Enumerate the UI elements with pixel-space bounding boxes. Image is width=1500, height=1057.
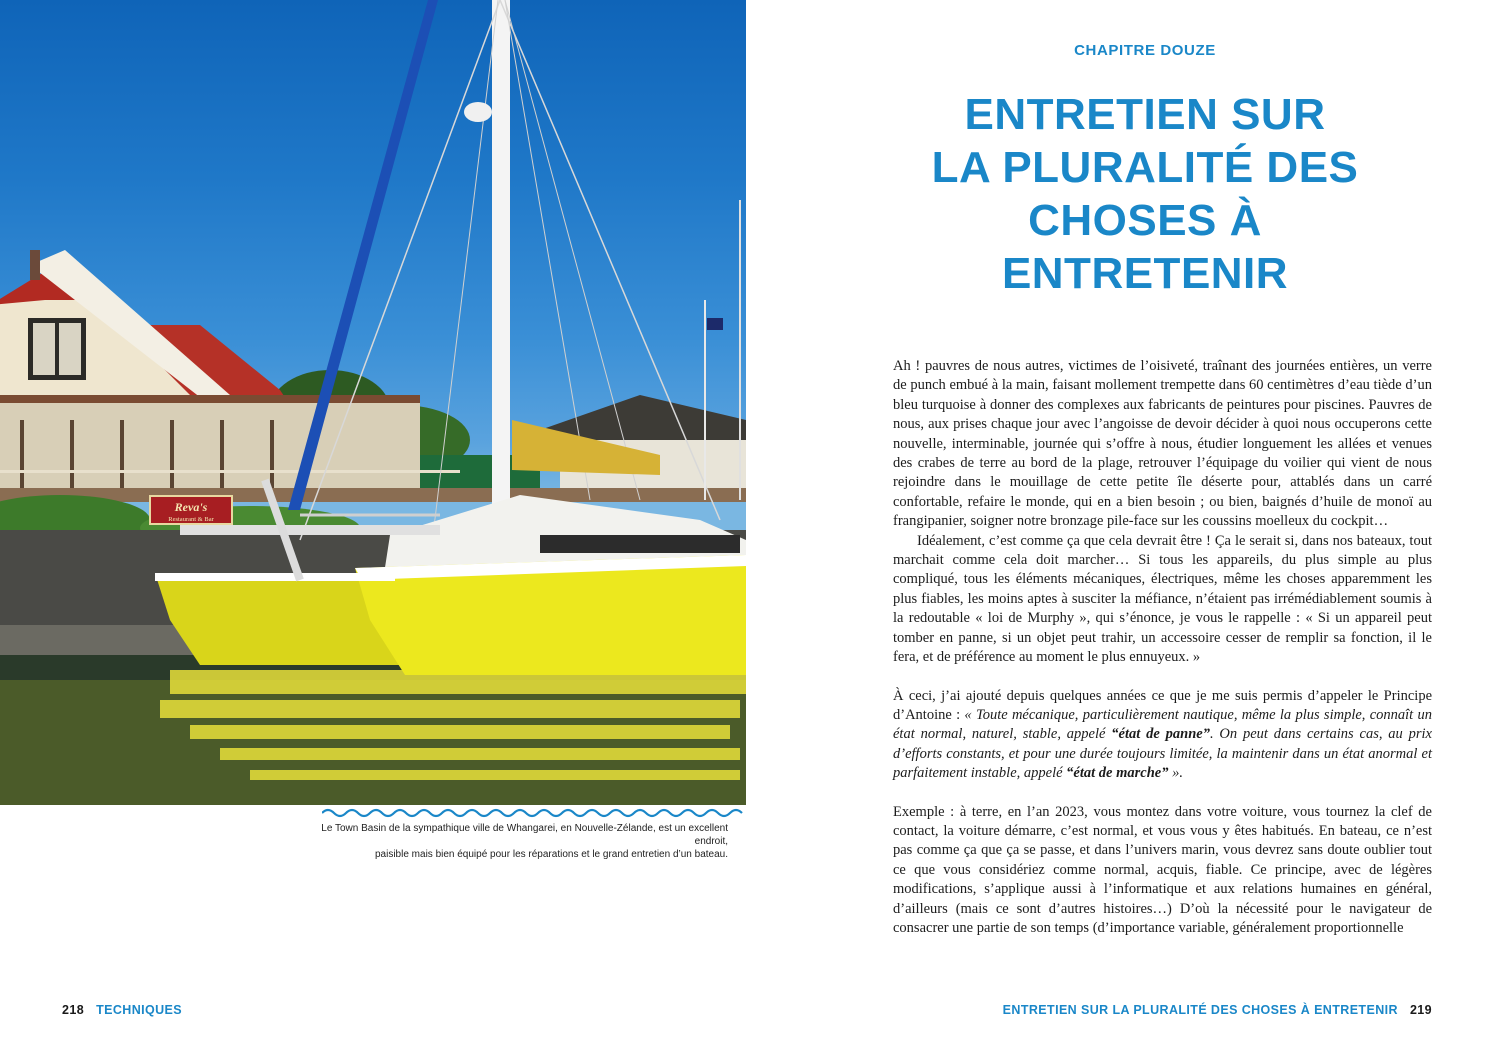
principle-quote-part-c: ». (1168, 765, 1183, 782)
caption-line-2: paisible mais bien équipé pour les réparations et le grand entretien d’un bateau. (374, 849, 728, 860)
footer-left (62, 1003, 182, 1017)
page-number-right: 219 (1409, 1003, 1432, 1017)
running-head-left: TECHNIQUES (96, 1003, 183, 1017)
principle-quote-part-a: « Toute mécanique, particulièrement nautique, même la plus simple, connaît un état normal, naturel, stable, appelé (893, 706, 1432, 743)
chapter-title-line-3: CHOSES À ENTRETENIR (1001, 196, 1289, 298)
principle-term-marche: “état de marche” (1066, 765, 1169, 782)
chapter-label: CHAPITRE DOUZE (1074, 42, 1216, 59)
chapter-title (880, 88, 1410, 300)
paragraph-3 (893, 687, 1432, 784)
restaurant-sign-sub: Restaurant & Bar (168, 516, 214, 523)
restaurant-sign: Reva's (174, 500, 208, 514)
principle-term-panne: “état de panne” (1111, 726, 1210, 743)
harbor-photo (0, 0, 746, 805)
principle-quote-part-b: . On peut dans certains cas, au prix d’efforts constants, et pour une durée toujours limitée, la maintenir dans un état anormal et parfaitement instable, appelé (893, 726, 1432, 782)
chapter-title-line-2: LA PLURALITÉ DES (931, 143, 1359, 192)
principle-quote (893, 707, 1432, 781)
paragraph-4: Exemple : à terre, en l’an 2023, vous montez dans votre voiture, vous tournez la clef de contact, la voiture démarre, c’est normal, et vous vous y êtes habitués. En bateau, ce n’est pas comme ça que ça se passe, et dans l’univers marin, vous devrez sans doute oublier tout ce que vous considériez comme normal, acquis, fiable. Ce principe, avec de légères modifications, s’applique aussi à l’informatique et aux relations humaines en général, d’ailleurs (mais ce sont d’autres histoires…) D’où la nécessité pour le navigateur de consacrer une partie de son temps (d’importance variable, généralement proportionnelle (893, 803, 1432, 936)
paragraph-1: Ah ! pauvres de nous autres, victimes de l’oisiveté, traînant des journées entières, un verre de punch embué à la main, faisant mollement trempette dans 60 centimètres d’eau tiède d’un bleu turquoise à donner des complexes aux fabricants de peintures pour piscines. Pauvres de nous, aux prises chaque jour avec l’angoisse de devoir décider à quoi nous occuperons cette nouvelle, interminable, journée qui s’offre à nous, étudier longuement les allées et venues des crabes de terre au bord de la plage, retrouver l’équipage du voilier qui vient de nous rejoindre dans le mouillage de cette petite île déserte pour, attablés dans un carré confortable, refaire le monde, qui en a bien besoin ; ou bien, baignés d’huile de monoï au frangipanier, soigner notre bronzage pile-face sur les coussins moelleux du cockpit… (893, 358, 1432, 530)
page-number-left: 218 (62, 1003, 85, 1017)
paragraph-2: Idéalement, c’est comme ça que cela devrait être ! Ça le serait si, dans nos bateaux, tout marchait comme cela doit marcher… Si tous les appareils, du plus simple au plus compliqué, tous les éléments mécaniques, électriques, même les choses apparemment les plus fiables, les moins aptes à susciter la méfiance, n’étaient pas irrémédiablement soumis à la redoutable « loi de Murphy », qui s’énonce, je vous le rappelle : « Si un appareil peut tomber en panne, si un objet peut trahir, un accessoire cesser de remplir sa fonction, il le fera, et de préférence au moment le plus ennuyeux. » (893, 532, 1432, 666)
footer-right (1003, 1003, 1432, 1017)
caption-line-1: Le Town Basin de la sympathique ville de Whangarei, en Nouvelle-Zélande, est un excellent endroit, (321, 823, 728, 847)
chapter-title-line-1: ENTRETIEN SUR (964, 90, 1326, 139)
wave-divider (322, 806, 746, 820)
principle-intro: À ceci, j’ai ajouté depuis quelques années ce que je me suis permis d’appeler le Principe d’Antoine : (893, 687, 1432, 723)
photo-caption (300, 822, 728, 861)
photo-illustration (0, 0, 746, 805)
running-head-right: ENTRETIEN SUR LA PLURALITÉ DES CHOSES À ENTRETENIR (1002, 1003, 1398, 1017)
body-text (893, 357, 1432, 938)
